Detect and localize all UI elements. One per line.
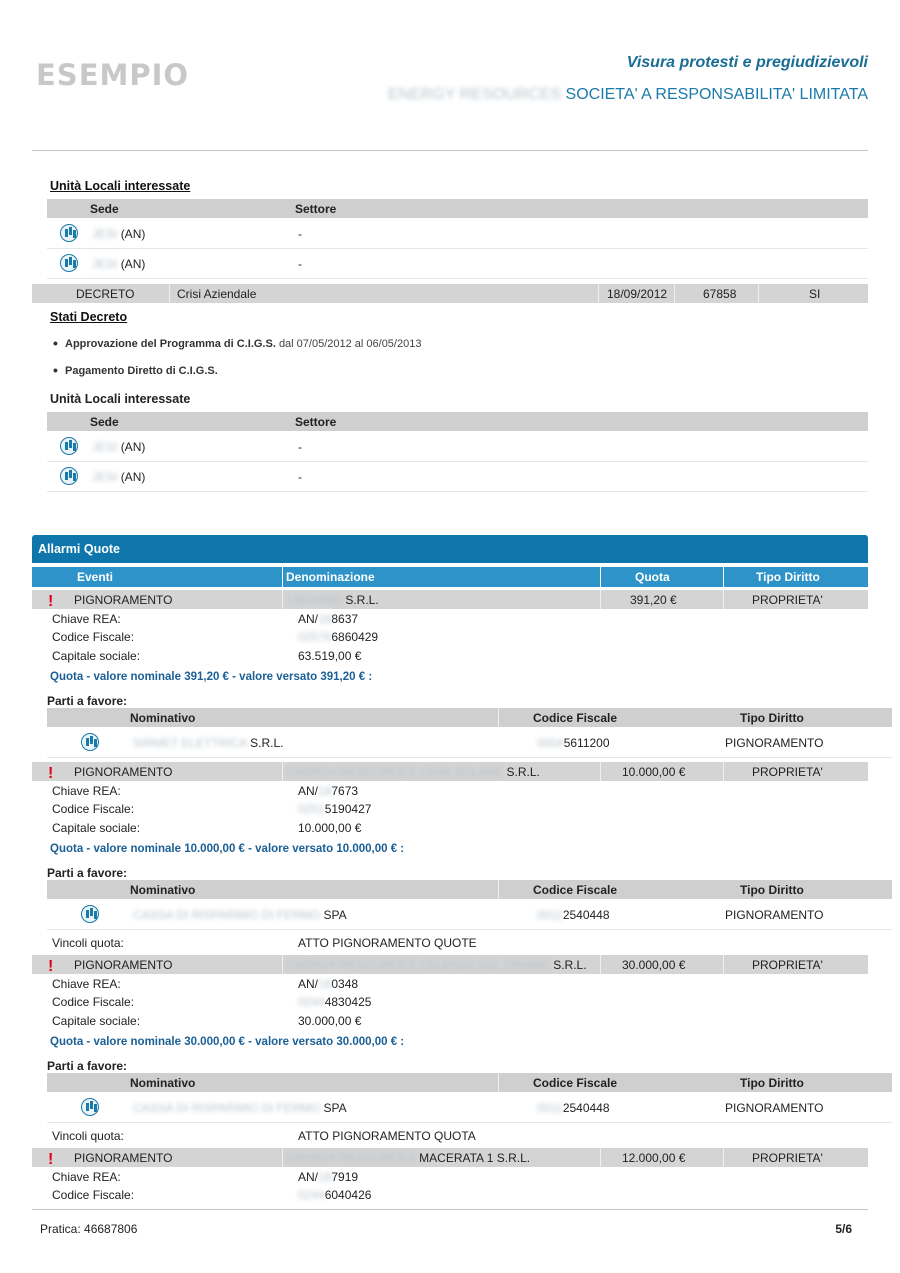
tipo-diritto: PROPRIETA' [752, 765, 823, 779]
pignoramento-row [32, 590, 868, 609]
stati-item-1-label: Approvazione del Programma di C.I.G.S. [65, 338, 276, 350]
nominativo-cf: 00112540448 [537, 908, 610, 922]
bullet-icon: • [53, 362, 58, 378]
unita-locali-header-2 [47, 412, 868, 431]
col-tipo-diritto: Tipo Diritto [756, 570, 820, 584]
company-name [300, 86, 868, 104]
tipo-diritto: PROPRIETA' [752, 1151, 823, 1165]
nominativo: SIRMET ELETTRICA S.R.L. [133, 736, 284, 750]
tipo-diritto: PROPRIETA' [752, 593, 823, 607]
parti-header [47, 1073, 892, 1092]
page-number: 5/6 [835, 1222, 852, 1236]
nominativo-cf: 00112540448 [537, 1101, 610, 1115]
label-chiave-rea: Chiave REA: [52, 612, 121, 626]
bullet-icon: • [53, 335, 58, 351]
label-codice-fiscale: Codice Fiscale: [52, 630, 135, 644]
decreto-number: 67858 [703, 287, 737, 301]
label-chiave-rea: Chiave REA: [52, 977, 121, 991]
decreto-type: DECRETO [76, 287, 135, 301]
table-row [47, 728, 892, 758]
building-icon [60, 254, 78, 272]
province: (AN) [120, 257, 146, 271]
evento: PIGNORAMENTO [74, 1151, 173, 1165]
document-title: Visura protesti e pregiudizievoli [626, 54, 868, 71]
denominazione-suffix: S.R.L. [345, 593, 379, 607]
stati-item-1 [53, 335, 422, 351]
nominativo: CASSA DI RISPARMIO DI FERMO SPA [133, 908, 347, 922]
allarmi-quote-bar [32, 535, 868, 563]
building-icon [60, 224, 78, 242]
watermark: ESEMPIO [36, 58, 190, 92]
tipo-diritto: PROPRIETA' [752, 958, 823, 972]
table-row [47, 432, 868, 462]
value-chiave-rea: AN/187919 [298, 1170, 359, 1184]
company-name-redacted: ENERGY RESOURCES [387, 86, 562, 103]
decreto-row [32, 284, 868, 303]
parti-a-favore-label: Parti a favore: [47, 694, 128, 708]
value-codice-fiscale: 02446040426 [298, 1188, 372, 1202]
nominativo-tipo: PIGNORAMENTO [725, 1101, 824, 1115]
denominazione-redacted: I-MOVING [286, 593, 342, 607]
value-chiave-rea: AN/187673 [298, 784, 359, 798]
col-codice-fiscale: Codice Fiscale [533, 1076, 618, 1090]
quota-value: 391,20 € [630, 593, 677, 607]
label-chiave-rea: Chiave REA: [52, 784, 121, 798]
col-sede: Sede [90, 415, 119, 429]
stati-item-2-label: Pagamento Diretto di C.I.G.S. [65, 365, 218, 377]
decreto-date: 18/09/2012 [607, 287, 668, 301]
col-nominativo: Nominativo [130, 1076, 196, 1090]
col-settore: Settore [295, 415, 337, 429]
province: (AN) [120, 227, 146, 241]
value-capitale-sociale: 30.000,00 € [298, 1014, 362, 1028]
alert-icon: ! [48, 765, 54, 782]
col-tipo-diritto: Tipo Diritto [740, 711, 804, 725]
value-codice-fiscale: 02444830425 [298, 995, 372, 1009]
alert-icon: ! [48, 593, 54, 610]
value-codice-fiscale: 025766860429 [298, 630, 379, 644]
col-tipo-diritto: Tipo Diritto [740, 883, 804, 897]
stati-decreto-title: Stati Decreto [50, 310, 128, 324]
col-codice-fiscale: Codice Fiscale [533, 711, 618, 725]
quota-value: 12.000,00 € [622, 1151, 686, 1165]
settore-cell: - [298, 227, 302, 241]
city-redacted: JESI [92, 227, 118, 241]
label-capitale-sociale: Capitale sociale: [52, 649, 141, 663]
decreto-flag: SI [809, 287, 821, 301]
quota-value: 30.000,00 € [622, 958, 686, 972]
nominativo-tipo: PIGNORAMENTO [725, 736, 824, 750]
sede-cell [92, 257, 145, 271]
denominazione [286, 593, 379, 607]
evento: PIGNORAMENTO [74, 765, 173, 779]
settore-cell: - [298, 440, 302, 454]
allarmi-header [32, 567, 868, 587]
footer-divider [32, 1209, 868, 1210]
col-tipo-diritto: Tipo Diritto [740, 1076, 804, 1090]
quota-value: 10.000,00 € [622, 765, 686, 779]
city-redacted: JESI [92, 257, 118, 271]
province: (AN) [120, 470, 146, 484]
col-nominativo: Nominativo [130, 711, 196, 725]
city-redacted: JESI [92, 470, 118, 484]
value-capitale-sociale: 10.000,00 € [298, 821, 362, 835]
parti-header [47, 880, 892, 899]
table-row [47, 462, 868, 492]
table-row [47, 900, 892, 930]
evento: PIGNORAMENTO [74, 958, 173, 972]
col-eventi: Eventi [77, 570, 114, 584]
alert-icon: ! [48, 1151, 54, 1168]
nominativo: CASSA DI RISPARMIO DI FERMO SPA [133, 1101, 347, 1115]
table-row [47, 1093, 892, 1123]
building-icon [81, 1098, 99, 1116]
building-icon [60, 437, 78, 455]
col-nominativo: Nominativo [130, 883, 196, 897]
unita-locali-title-2: Unità Locali interessate [50, 392, 191, 406]
building-icon [81, 905, 99, 923]
label-codice-fiscale: Codice Fiscale: [52, 995, 135, 1009]
col-quota: Quota [635, 570, 670, 584]
table-row [47, 249, 868, 279]
table-row [47, 219, 868, 249]
value-codice-fiscale: 02515190427 [298, 802, 372, 816]
col-codice-fiscale: Codice Fiscale [533, 883, 618, 897]
col-denominazione: Denominazione [286, 570, 375, 584]
pignoramento-row [32, 955, 868, 974]
denominazione: ENERGY RESOURCES CELENZA SUL TRIGNO S.R.L. [286, 958, 587, 972]
stati-item-2 [53, 362, 218, 378]
sede-cell [92, 227, 145, 241]
decreto-desc: Crisi Aziendale [177, 287, 257, 301]
alert-icon: ! [48, 958, 54, 975]
label-codice-fiscale: Codice Fiscale: [52, 802, 135, 816]
sede-cell [92, 470, 145, 484]
stati-item-1-period: dal 07/05/2012 al 06/05/2013 [278, 338, 422, 350]
label-chiave-rea: Chiave REA: [52, 1170, 121, 1184]
unita-locali-header [47, 199, 868, 218]
denominazione: ENERGY RESOURCES CASA SOLARE S.R.L. [286, 765, 540, 779]
label-codice-fiscale: Codice Fiscale: [52, 1188, 135, 1202]
label-capitale-sociale: Capitale sociale: [52, 821, 141, 835]
settore-cell: - [298, 470, 302, 484]
value-vincoli-quota: ATTO PIGNORAMENTO QUOTE [298, 936, 477, 950]
building-icon [81, 733, 99, 751]
evento: PIGNORAMENTO [74, 593, 173, 607]
pignoramento-row [32, 1148, 868, 1167]
label-capitale-sociale: Capitale sociale: [52, 1014, 141, 1028]
col-sede: Sede [90, 202, 119, 216]
parti-header [47, 708, 892, 727]
parti-a-favore-label: Parti a favore: [47, 1059, 128, 1073]
province: (AN) [120, 440, 146, 454]
quota-line: Quota - valore nominale 30.000,00 € - valore versato 30.000,00 € : [50, 1036, 405, 1048]
settore-cell: - [298, 257, 302, 271]
label-vincoli-quota: Vincoli quota: [52, 1129, 124, 1143]
label-vincoli-quota: Vincoli quota: [52, 936, 124, 950]
col-settore: Settore [295, 202, 337, 216]
value-capitale-sociale: 63.519,00 € [298, 649, 362, 663]
quota-line: Quota - valore nominale 391,20 € - valore versato 391,20 € : [50, 671, 373, 683]
pratica-number: Pratica: 46687806 [40, 1222, 138, 1236]
pignoramento-row [32, 762, 868, 781]
header-divider [32, 150, 868, 151]
value-chiave-rea: AN/188637 [298, 612, 359, 626]
unita-locali-title: Unità Locali interessate [50, 179, 191, 193]
company-name-suffix: SOCIETA' A RESPONSABILITA' LIMITATA [565, 86, 868, 103]
quota-line: Quota - valore nominale 10.000,00 € - valore versato 10.000,00 € : [50, 843, 405, 855]
nominativo-cf: 00045611200 [537, 736, 610, 750]
sede-cell [92, 440, 145, 454]
denominazione: ENERGY RESOURCES MACERATA 1 S.R.L. [286, 1151, 531, 1165]
city-redacted: JESI [92, 440, 118, 454]
building-icon [60, 467, 78, 485]
value-chiave-rea: AN/180348 [298, 977, 359, 991]
parti-a-favore-label: Parti a favore: [47, 866, 128, 880]
nominativo-tipo: PIGNORAMENTO [725, 908, 824, 922]
allarmi-quote-title: Allarmi Quote [38, 542, 120, 556]
value-vincoli-quota: ATTO PIGNORAMENTO QUOTA [298, 1129, 476, 1143]
